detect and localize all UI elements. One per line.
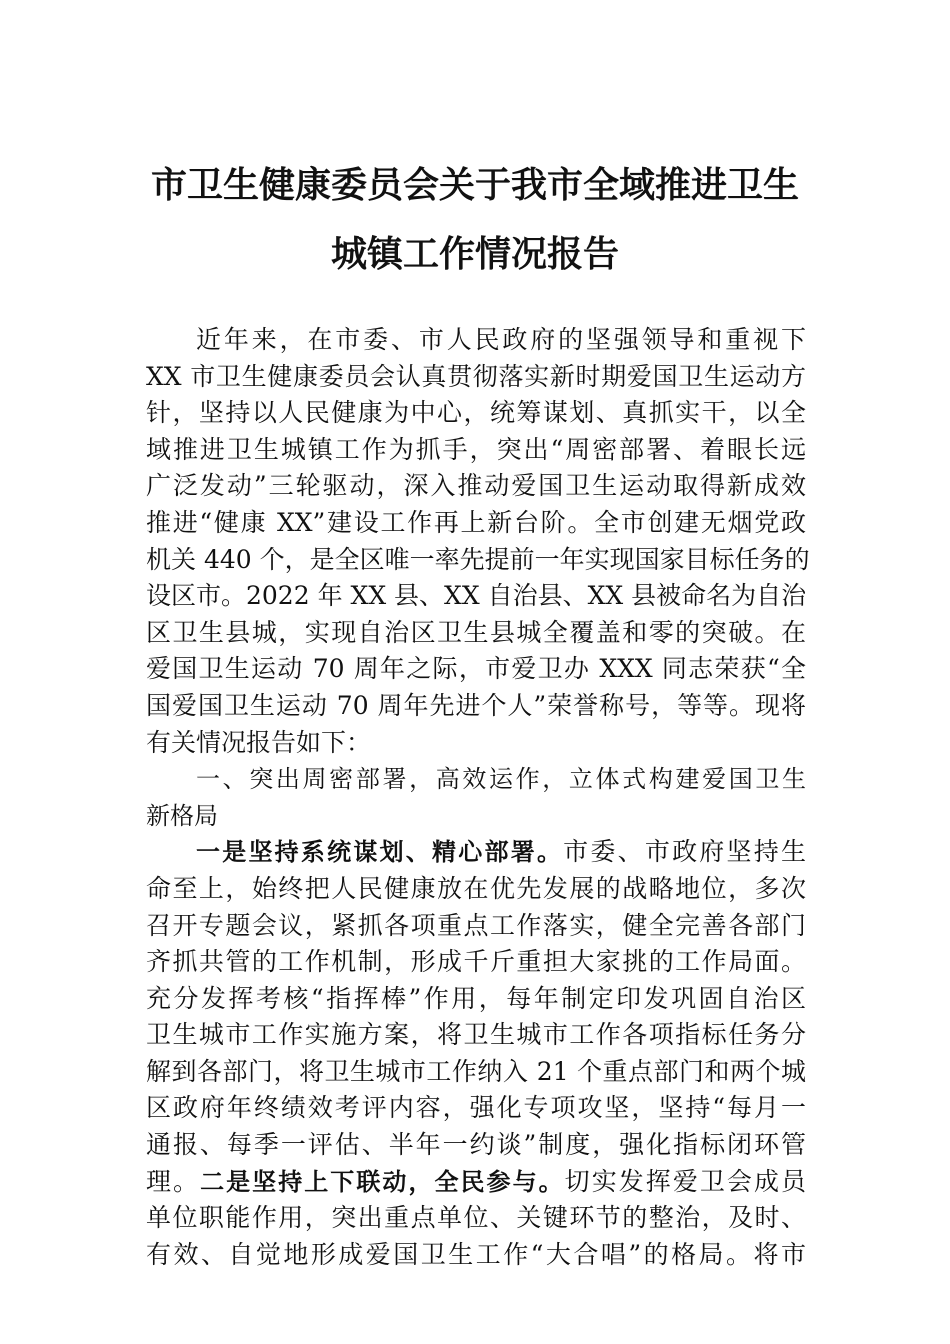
intro-line: 广泛发动”三轮驱动，深入推动爱国卫生运动取得新成效	[146, 471, 806, 501]
point-1-label: 一是坚持系统谋划、精心部署。	[196, 838, 564, 867]
paragraph-line: 充分发挥考核“指挥棒”作用，每年制定印发巩固自治区	[146, 983, 806, 1013]
point-1-end: 理。	[146, 1166, 201, 1196]
section-heading-line: 一、突出周密部署，高效运作，立体式构建爱国卫生	[196, 765, 806, 794]
intro-line: 爱国卫生运动 70 周年之际，市爱卫办 XXX 同志荣获“全	[146, 654, 806, 684]
intro-line: XX 市卫生健康委员会认真贯彻落实新时期爱国卫生运动方	[146, 361, 806, 391]
point-2-label: 二是坚持上下联动，全民参与。	[200, 1167, 565, 1196]
intro-line: 区卫生县城，实现自治区卫生县城全覆盖和零的突破。在	[146, 617, 806, 647]
intro-line: 推进“健康 XX”建设工作再上新台阶。全市创建无烟党政	[146, 507, 806, 537]
intro-line: 有关情况报告如下：	[146, 727, 372, 757]
paragraph-line: 单位职能作用，突出重点单位、关键环节的整治，及时、	[146, 1203, 806, 1233]
paragraph-line: 命至上，始终把人民健康放在优先发展的战略地位，多次	[146, 873, 806, 903]
document-title-line-2: 城镇工作情况报告	[330, 233, 619, 275]
point-1-text: 市委、市政府坚持生	[563, 837, 806, 867]
intro-line: 域推进卫生城镇工作为抓手，突出“周密部署、着眼长远	[146, 434, 806, 464]
intro-line: 针，坚持以人民健康为中心，统筹谋划、真抓实干，以全	[146, 398, 806, 428]
intro-line: 机关 440 个，是全区唯一率先提前一年实现国家目标任务的	[146, 544, 810, 574]
paragraph-line: 通报、每季一评估、半年一约谈”制度，强化指标闭环管	[146, 1130, 806, 1160]
point-1-first-line	[146, 834, 806, 870]
paragraph-line: 区政府年终绩效考评内容，强化专项攻坚，坚持“每月一	[146, 1093, 806, 1123]
document-body	[146, 322, 810, 1273]
paragraph-line: 有效、自觉地形成爱国卫生工作“大合唱”的格局。将市	[146, 1239, 806, 1269]
intro-line: 设区市。2022 年 XX 县、XX 自治县、XX 县被命名为自治	[146, 581, 807, 611]
document-title-line-1: 市卫生健康委员会关于我市全域推进卫生	[150, 164, 799, 206]
paragraph-line: 卫生城市工作实施方案，将卫生城市工作各项指标任务分	[146, 1020, 806, 1050]
point-2-text: 切实发挥爱卫会成员	[564, 1166, 806, 1196]
intro-line: 近年来，在市委、市人民政府的坚强领导和重视下	[196, 325, 806, 354]
point-2-first-line	[146, 1164, 806, 1200]
intro-line: 国爱国卫生运动 70 周年先进个人”荣誉称号，等等。现将	[146, 690, 806, 720]
section-heading-line: 新格局	[146, 801, 218, 830]
paragraph-line: 齐抓共管的工作机制，形成千斤重担大家挑的工作局面。	[146, 947, 806, 977]
paragraph-line: 解到各部门，将卫生城市工作纳入 21 个重点部门和两个城	[146, 1056, 806, 1086]
paragraph-line: 召开专题会议，紧抓各项重点工作落实，健全完善各部门	[146, 910, 806, 940]
